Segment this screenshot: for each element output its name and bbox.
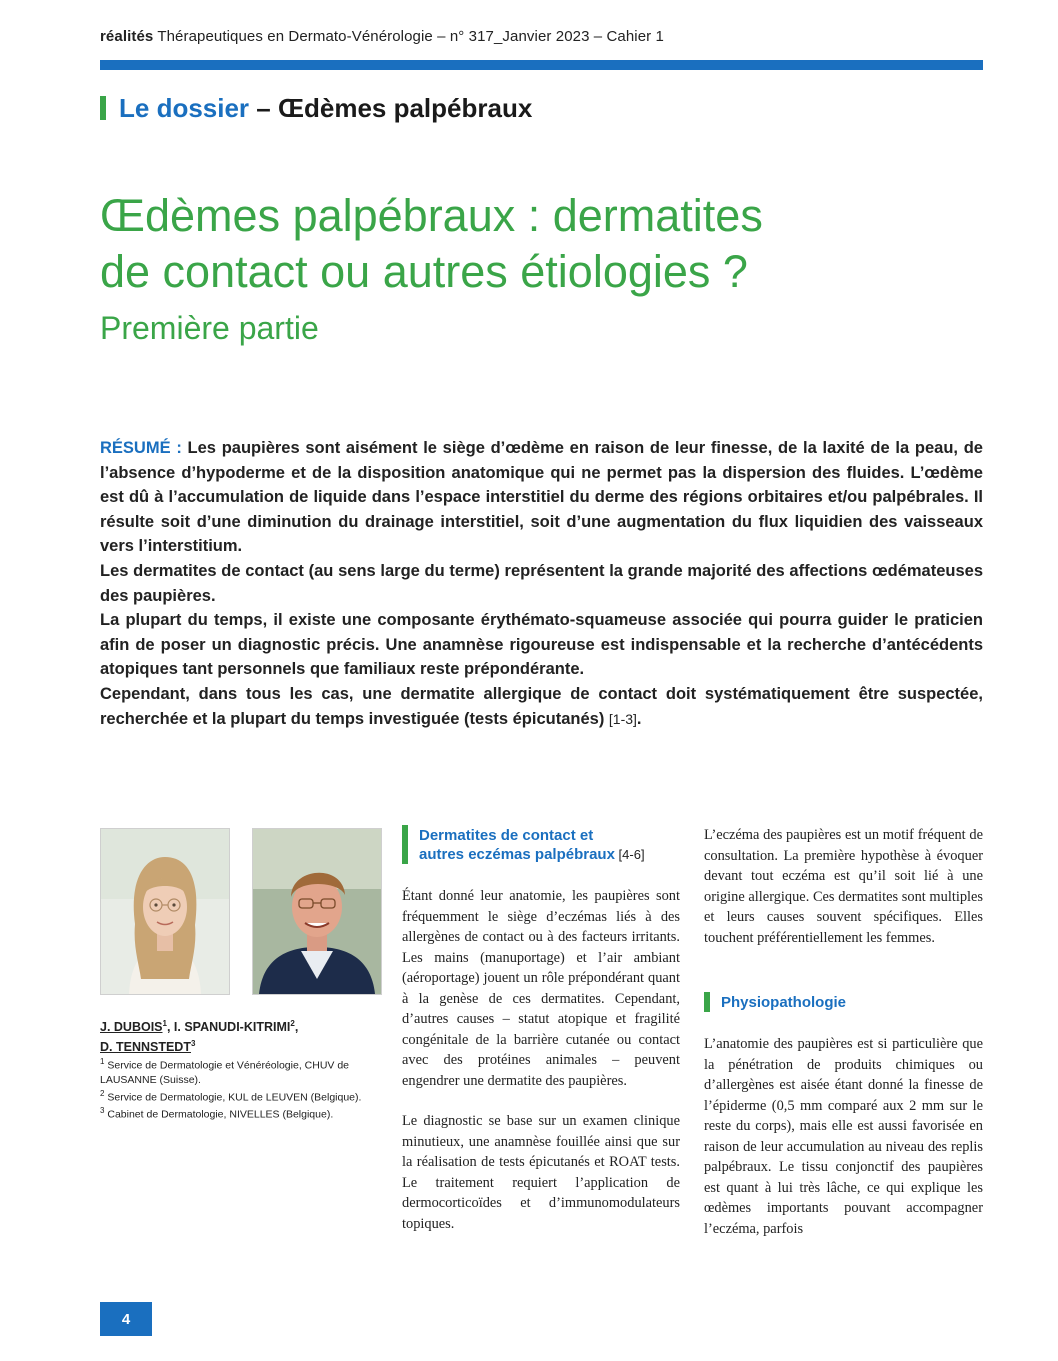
affiliation-number: 3 (100, 1106, 105, 1116)
dossier-label: Le dossier (119, 93, 250, 123)
section-marker (402, 825, 408, 864)
author-affiliation-marker: 2 (290, 1019, 295, 1028)
body-paragraph: L’eczéma des paupières est un motif fréquent de consultation. La première hypothèse à évoquer devant tout eczéma est qu’il soit lié à une origine allergique. Ces dermatites sont multiples et leurs causes souvent spécifiques. Elles touchent préférentiellement les femmes. (704, 827, 983, 946)
author-portrait-woman (101, 829, 229, 994)
body-paragraph: Étant donné leur anatomie, les paupières sont fréquemment le siège d’eczémas liés à des allergènes de contact ou à des facteurs irritants. Les mains (manuportage) et l’air ambiant (aéroportage) jouent un rôle prépondérant quant à la genèse de ces dermatites. Cependant, d’autres causes – statut atopique et fragilité congénitale de la barrière cutanée ou contact avec des protéines animales – peuvent engendrer une dermatite des paupières. (402, 888, 680, 1089)
abstract (100, 436, 983, 731)
author-photo-1 (100, 828, 230, 995)
affiliation-text: Service de Dermatologie et Vénéréologie, CHUV de LAUSANNE (Suisse). (100, 1059, 349, 1086)
section-heading-line-1: Dermatites de contact et (419, 827, 594, 844)
section-marker (704, 992, 710, 1012)
dossier-topic: Œdèmes palpébraux (277, 93, 533, 123)
author-affiliation-marker: 3 (190, 1038, 196, 1048)
section-heading-line-2: autres eczémas palpébraux (419, 846, 615, 863)
affiliation (100, 1055, 380, 1087)
page-number: 4 (100, 1302, 152, 1336)
section-heading-text: Physiopathologie (721, 994, 847, 1011)
journal-brand: réalités (100, 28, 154, 45)
article-title-line-1: Œdèmes palpébraux : dermatites (100, 190, 763, 241)
author-block (100, 1016, 380, 1122)
abstract-paragraph (100, 682, 983, 731)
abstract-keyword: RÉSUMÉ : (100, 439, 188, 457)
author-portrait-man (253, 829, 381, 994)
affiliation-text: Service de Dermatologie, KUL de LEUVEN (Belgique). (104, 1091, 362, 1104)
section-heading-physiopathologie (704, 992, 983, 1012)
affiliation-number: 1 (100, 1057, 105, 1067)
dossier-heading (100, 93, 532, 124)
running-head (100, 28, 664, 45)
dossier-separator: – (249, 93, 278, 123)
dossier-marker (100, 96, 106, 120)
author-name: I. SPANUDI-KITRIMI (173, 1020, 291, 1035)
section-heading-text (419, 825, 645, 864)
body-column-middle (402, 825, 680, 1234)
affiliation-text: Cabinet de Dermatologie, NIVELLES (Belgique). (104, 1108, 334, 1121)
article-title (100, 188, 980, 300)
body-paragraph: L’anatomie des paupières est si particulière que la pénétration de produits chimiques ou d’allergènes est aisée étant donné la finesse de l’épiderme (0,5 mm comparé aux 2 mm sur le reste du corps), mais elle est aussi favorisée en raison de leur accumulation au niveau des replis palpébraux. Le tissu conjonctif des paupières est quant à lui très lâche, ce qui explique les œdèmes importants pouvant accompagner l’eczéma, parfois (704, 1036, 983, 1237)
author-affiliation-marker: 1 (162, 1019, 167, 1028)
header-rule (100, 60, 983, 70)
section-reference: [4-6] (614, 847, 645, 862)
author-name: D. TENNSTEDT (100, 1039, 191, 1054)
abstract-paragraph: La plupart du temps, il existe une composante érythémato-squameuse associée qui pourra guider le praticien afin de poser un diagnostic précis. Une anamnèse rigoureuse est indispensable et la recherche d’antécédents atopiques tant personnels que familiaux reste prépondérante. (100, 611, 983, 679)
abstract-reference: [1-3] (608, 710, 637, 727)
body-column-right (704, 825, 983, 1239)
abstract-text-1: Les paupières sont aisément le siège d’œdème en raison de leur finesse, de la laxité de la peau, de l’absence d’hypoderme et de la disposition anatomique qui ne permet pas la dispersion des fluides. L’œdème est dû à l’accumulation de liquide dans l’espace interstitiel du derme des régions orbitaires et/ou palpébrales. Il résulte soit d’une diminution du drainage interstitiel, soit d’une augmentation du flux liquidien des vaisseaux vers l’interstitium. (100, 439, 983, 556)
section-heading-dermatites (402, 825, 680, 864)
author-photo-2 (252, 828, 382, 995)
body-paragraph: Le diagnostic se base sur un examen clinique minutieux, une anamnèse fouillée ainsi que sur la réalisation de tests épicutanés et ROAT tests. Le traitement requiert l’application de dermocorticoïdes et d’immunomodulateurs topiques. (402, 1113, 680, 1232)
affiliation (100, 1104, 380, 1122)
article-subtitle: Première partie (100, 310, 319, 346)
abstract-text-4: Cependant, dans tous les cas, une dermatite allergique de contact doit systématiquement être suspectée, recherchée et la plupart du temps investiguée (tests épicutanés) (100, 684, 983, 728)
article-title-line-2: de contact ou autres étiologies ? (100, 246, 748, 297)
affiliation (100, 1087, 380, 1105)
abstract-end: . (636, 709, 642, 728)
abstract-paragraph (100, 436, 983, 559)
affiliation-number: 2 (100, 1088, 105, 1098)
author-names: J. DUBOIS$^1$, I. SPANUDI-KITRIMI$^2$, D. TENNSTEDT$^3$ (100, 1019, 299, 1054)
author-name: J. DUBOIS (100, 1020, 163, 1035)
abstract-paragraph: Les dermatites de contact (au sens large du terme) représentent la grande majorité des affections œdémateuses des paupières. (100, 561, 983, 605)
journal-issue: Thérapeutiques en Dermato-Vénérologie – n° 317_Janvier 2023 – Cahier 1 (153, 28, 664, 45)
